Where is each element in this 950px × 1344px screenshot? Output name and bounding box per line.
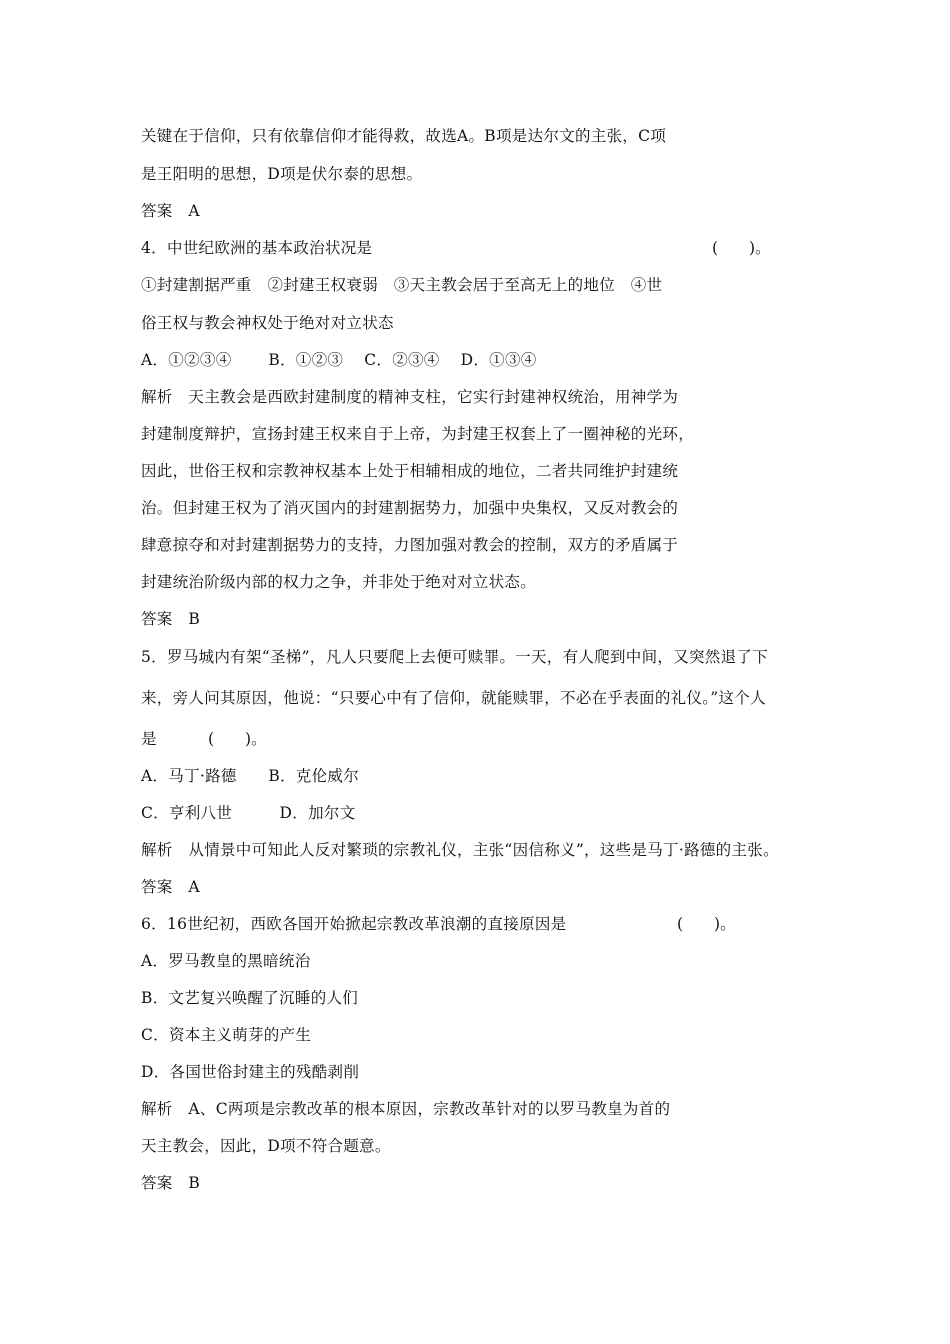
q4-options: A．①②③④ B．①②③ C．②③④ D．①③④	[141, 351, 537, 369]
q4-explanation-line-1: 解析 天主教会是西欧封建制度的精神支柱，它实行封建神权统治，用神学为	[141, 388, 679, 406]
q4-items-line-1: ①封建割据严重 ②封建王权衰弱 ③天主教会居于至高无上的地位 ④世	[141, 276, 663, 294]
q4-explanation-line-3: 因此，世俗王权和宗教神权基本上处于相辅相成的地位，二者共同维护封建统	[141, 462, 679, 480]
q5-answer-paren: ( )。	[208, 730, 267, 748]
q6-answer-paren: ( )。	[677, 915, 736, 933]
q4-explanation-line-2: 封建制度辩护，宣扬封建王权来自于上帝，为封建王权套上了一圈神秘的光环，	[141, 425, 695, 443]
q4-answer: 答案 B	[141, 610, 201, 628]
q5-stem-line-1: 5．罗马城内有架“圣梯”，凡人只要爬上去便可赎罪。一天，有人爬到中间，又突然退了下	[141, 648, 769, 666]
q4-explanation-line-6: 封建统治阶级内部的权力之争，并非处于绝对对立状态。	[141, 573, 537, 591]
prev-answer: 答案 A	[141, 202, 200, 220]
q6-answer: 答案 B	[141, 1174, 201, 1192]
q4-explanation-line-5: 肆意掠夺和对封建割据势力的支持，力图加强对教会的控制，双方的矛盾属于	[141, 536, 679, 554]
prev-explanation-line-1: 关键在于信仰，只有依靠信仰才能得救，故选A。B项是达尔文的主张，C项	[141, 127, 667, 145]
q6-stem: 6．16世纪初，西欧各国开始掀起宗教改革浪潮的直接原因是	[141, 915, 567, 933]
q4-answer-paren: ( )。	[712, 239, 771, 257]
q4-explanation-line-4: 治。但封建王权为了消灭国内的封建割据势力，加强中央集权，又反对教会的	[141, 499, 679, 517]
q6-option-b: B．文艺复兴唤醒了沉睡的人们	[141, 989, 359, 1007]
q6-explanation-line-1: 解析 A、C两项是宗教改革的根本原因，宗教改革针对的以罗马教皇为首的	[141, 1100, 671, 1118]
q5-options-line-1: A．马丁·路德 B．克伦威尔	[141, 767, 360, 785]
q4-items-line-2: 俗王权与教会神权处于绝对对立状态	[141, 314, 394, 332]
q5-answer: 答案 A	[141, 878, 200, 896]
q6-option-d: D．各国世俗封建主的残酷剥削	[141, 1063, 360, 1081]
q5-explanation: 解析 从情景中可知此人反对繁琐的宗教礼仪，主张“因信称义”，这些是马丁·路德的主张。	[141, 841, 779, 859]
q6-explanation-line-2: 天主教会，因此，D项不符合题意。	[141, 1137, 391, 1155]
q5-stem-line-3: 是	[141, 730, 157, 748]
q4-stem: 4．中世纪欧洲的基本政治状况是	[141, 239, 373, 257]
q6-option-a: A．罗马教皇的黑暗统治	[141, 952, 311, 970]
q5-stem-line-2: 来，旁人问其原因，他说：“只要心中有了信仰，就能赎罪，不必在乎表面的礼仪。”这个人	[141, 689, 766, 707]
q6-option-c: C．资本主义萌芽的产生	[141, 1026, 312, 1044]
prev-explanation-line-2: 是王阳明的思想，D项是伏尔泰的思想。	[141, 165, 423, 183]
q5-options-line-2: C．亨利八世 D．加尔文	[141, 804, 356, 822]
